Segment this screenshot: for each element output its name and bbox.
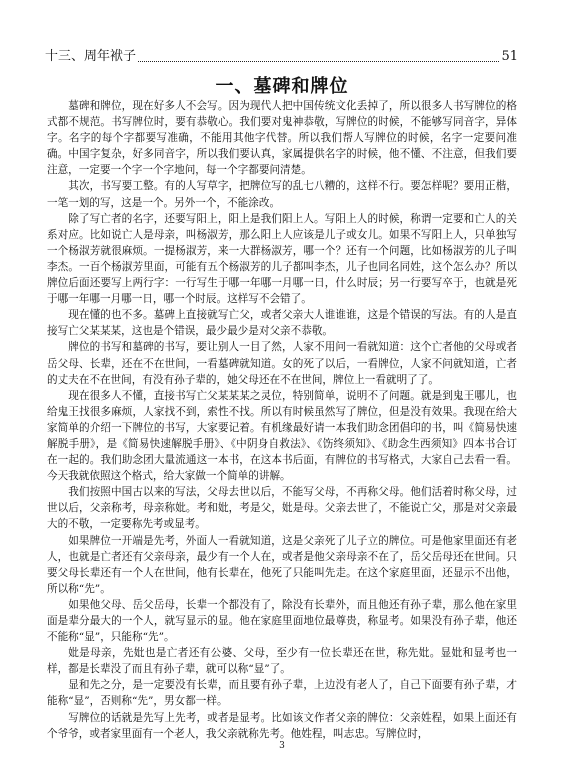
paragraph: 我们按照中国古以来的写法，父母去世以后，不能写父母，不再称父母。他们活着时称父母，过世以后，父亲称考，母亲称妣。考和妣，考是父，妣是母。父亲去世了，不能说亡父，那是对父亲最大的不敬，一定要称先考或显考。 [47, 486, 517, 531]
paragraph: 牌位的书写和墓碑的书写，要让别人一目了然，人家不用问一看就知道：这个亡者他的父母或者岳父母、长辈，还在不在世间，一看墓碑就知道。女的死了以后，一看牌位，人家不问就知道，亡者的丈夫在不在世间，有没有孙子辈的，她父母还在不在世间，牌位上一看就明了了。 [47, 341, 517, 386]
paragraph: 现在懂的也不多。墓碑上直接就写亡父，或者父亲大人谁谁谁，这是个错误的写法。有的人是直接写亡父某某某，这也是个错误，最少最少是对父亲不恭敬。 [47, 309, 517, 338]
paragraph: 如果牌位一开端是先考，外面人一看就知道，这是父亲死了儿子立的牌位。可是他家里面还有老人，也就是亡者还有父亲母亲，最少有一个人在，或者是他父亲母亲不在了，岳父岳母还在世间。只要父母长辈还有一个人在世间，他有长辈在，他死了只能叫先走。在这个家庭里面，还显示不出他，所以称“先”。 [47, 534, 517, 595]
paragraph: 墓碑和牌位，现在好多人不会写。因为现代人把中国传统文化丢掉了，所以很多人书写牌位的格式都不规范。书写牌位时，要有恭敬心。我们要对鬼神恭敬，写牌位的时候，不能够写同音字，异体字。名字的每个字都要写准确，不能用其他字代替。所以我们帮人写牌位的时候，名字一定要问准确。中国字复杂，好多同音字，所以我们要认真，家属提供名字的时候，他不懂、不注意，但我们要注意，一定要一个字一个字地问，每一个字都要问清楚。 [47, 100, 517, 177]
paragraph: 其次，书写要工整。有的人写草字，把牌位写的乱七八糟的，这样不行。要怎样呢？要用正楷，一笔一划的写，这是一个。另外一个，不能涂改。 [47, 180, 517, 209]
page-number: 3 [279, 741, 285, 751]
toc-entry [45, 48, 518, 66]
paragraph: 显和先之分，是一定要没有长辈，而且要有孙子辈，上边没有老人了，自己下面要有孙子辈，才能称“显”，否则称“先”，男女都一样。 [47, 679, 517, 708]
paragraph: 如果他父母、岳父岳母，长辈一个都没有了，除没有长辈外，而且他还有孙子辈，那么他在家里面是辈分最大的一个人，就写显示的显。他在家庭里面地位最尊贵，称显考。如果没有孙子辈，他还不能称“显”，只能称“先”。 [47, 598, 517, 644]
section-title: 一、墓碑和牌位 [215, 76, 349, 97]
toc-page-number: 51 [501, 49, 518, 64]
paragraph: 妣是母亲，先妣也是亡者还有公婆、父母，至少有一位长辈还在世，称先妣。显妣和显考也一样，都是长辈没了而且有孙子辈，就可以称“显”了。 [47, 647, 517, 676]
paragraph: 除了写亡者的名字，还要写阳上，阳上是我们阳上人。写阳上人的时候，称谓一定要和亡人的关系对应。比如说亡人是母亲，叫杨淑芳，那么阳上人应该是儿子或女儿。如果不写阳上人，只单独写一个杨淑芳就很麻烦。一提杨淑芳，来一大群杨淑芳，哪一个？还有一个问题，比如杨淑芳的儿子叫李杰。一百个杨淑芳里面，可能有五个杨淑芳的儿子都叫李杰，儿子也同名同姓，这个怎么办？所以牌位后面还要写上两行字：一行写生于哪一年哪一月哪一日，什么时辰；另一行要写卒于，也就是死于哪一年哪一月哪一日，哪一个时辰。这样写不会错了。 [47, 212, 517, 306]
toc-leader-dots [138, 60, 499, 62]
toc-label: 十三、周年袱子 [45, 49, 137, 64]
body-text [47, 98, 517, 742]
paragraph: 现在很多人不懂，直接书写亡父某某某之灵位，特别简单，说明不了问题。就是到鬼王哪儿，也给鬼王找很多麻烦，人家找不到，索性不找。所以有时候虽然写了牌位，但是没有效果。我现在给大家简单的介绍一下牌位的书写，大家要记着。有机缘最好请一本我们助念团倡印的书，叫《简易快速解脱手册》，是《简易快速解脱手册》、《中阴身自救法》、《饬终须知》、《助念生西须知》四本书合订在一起的。我们助念团大量流通这一本书，在这本书后面，有牌位的书写格式，大家自己去看一看。今天我就依照这个格式，给大家做一个简单的讲解。 [47, 389, 517, 483]
paragraph: 写牌位的话就是先写上先考，或者是显考。比如该文作者父亲的牌位：父亲姓程，如果上面还有个爷爷，或者家里面有一个老人，我父亲就称先考。他姓程，叫志忠。写牌位时， [47, 711, 517, 740]
